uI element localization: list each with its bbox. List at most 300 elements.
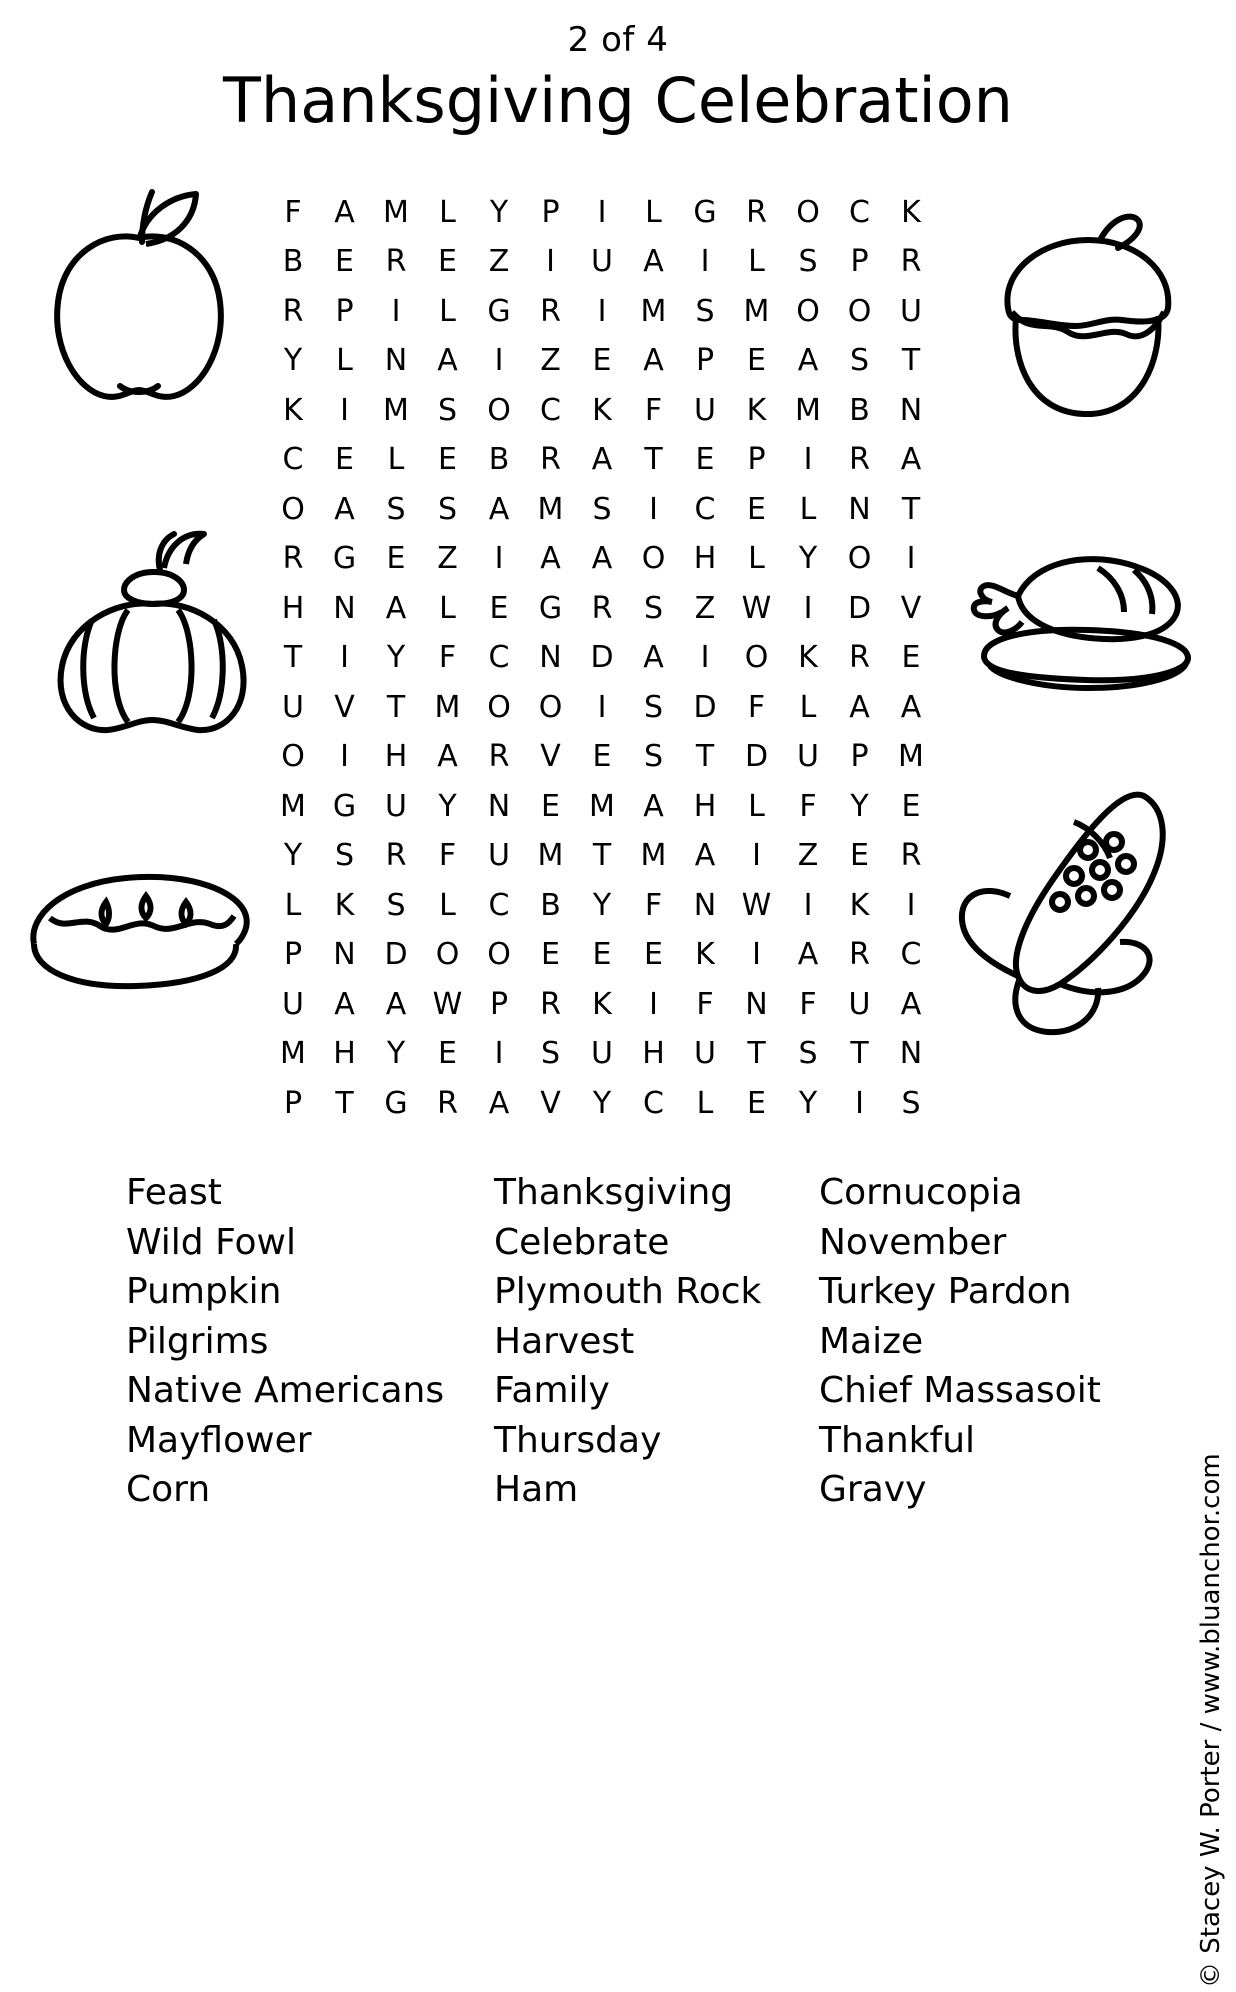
grid-cell: S bbox=[540, 1036, 561, 1072]
grid-cell: R bbox=[540, 293, 561, 329]
grid-cell: A bbox=[437, 739, 458, 775]
grid-row bbox=[272, 535, 932, 585]
grid-cell: U bbox=[385, 788, 407, 824]
grid-cell: T bbox=[901, 491, 921, 527]
grid-cell: I bbox=[546, 244, 555, 280]
grid-cell: M bbox=[383, 392, 409, 428]
grid-cell: I bbox=[649, 491, 658, 527]
grid-cell: T bbox=[747, 1036, 766, 1072]
grid-cell: R bbox=[900, 838, 922, 874]
page-counter: 2 of 4 bbox=[567, 20, 669, 60]
grid-cell: S bbox=[901, 1085, 921, 1121]
copyright-credit bbox=[1196, 1453, 1226, 1992]
grid-cell: A bbox=[591, 541, 613, 577]
grid-cell: U bbox=[488, 838, 510, 874]
grid-cell: L bbox=[439, 293, 456, 329]
grid-cell: U bbox=[797, 739, 819, 775]
word-list-item: Thursday bbox=[494, 1419, 662, 1461]
grid-cell: F bbox=[747, 689, 766, 725]
grid-cell: I bbox=[752, 937, 761, 973]
grid-cell: M bbox=[280, 788, 306, 824]
grid-cell: Z bbox=[797, 838, 819, 874]
grid-cell: G bbox=[332, 788, 357, 824]
grid-cell: N bbox=[693, 887, 717, 923]
word-list-item: Cornucopia bbox=[819, 1172, 1023, 1213]
grid-cell: A bbox=[643, 244, 664, 280]
grid-cell: M bbox=[743, 293, 770, 329]
apple-icon bbox=[34, 178, 244, 408]
grid-cell: A bbox=[385, 590, 407, 626]
grid-cell: S bbox=[334, 838, 355, 874]
grid-cell: C bbox=[282, 442, 304, 478]
grid-cell: P bbox=[541, 194, 560, 230]
grid-cell: R bbox=[488, 739, 510, 775]
grid-cell: E bbox=[541, 788, 560, 824]
grid-cell: P bbox=[283, 1085, 303, 1121]
pumpkin-icon bbox=[28, 520, 278, 740]
grid-cell: B bbox=[540, 887, 561, 923]
grid-cell: C bbox=[540, 392, 561, 428]
grid-cell: W bbox=[741, 887, 772, 923]
grid-cell: U bbox=[900, 293, 922, 329]
grid-cell: Y bbox=[798, 541, 818, 577]
grid-cell: E bbox=[850, 838, 869, 874]
grid-row bbox=[272, 485, 932, 535]
grid-cell: A bbox=[540, 541, 561, 577]
grid-cell: R bbox=[282, 541, 304, 577]
grid-cell: M bbox=[640, 838, 667, 874]
grid-cell: K bbox=[283, 392, 303, 428]
grid-cell: R bbox=[540, 442, 561, 478]
grid-cell: L bbox=[439, 590, 456, 626]
grid-cell: M bbox=[383, 194, 409, 230]
grid-cell: I bbox=[906, 887, 916, 923]
grid-cell: B bbox=[488, 442, 510, 478]
grid-cell: E bbox=[438, 1036, 457, 1072]
grid-row bbox=[272, 386, 932, 436]
grid-cell: P bbox=[695, 343, 715, 379]
grid-cell: R bbox=[900, 244, 922, 280]
corn-cob-icon bbox=[948, 778, 1188, 1048]
word-list-item: Pilgrims bbox=[126, 1320, 269, 1362]
grid-cell: V bbox=[334, 689, 355, 725]
grid-cell: I bbox=[700, 244, 710, 280]
grid-cell: S bbox=[849, 343, 870, 379]
grid-cell: A bbox=[900, 442, 922, 478]
grid-cell: U bbox=[848, 986, 871, 1022]
grid-cell: W bbox=[432, 986, 463, 1022]
grid-cell: Y bbox=[489, 194, 509, 230]
grid-cell: Y bbox=[798, 1085, 818, 1121]
grid-cell: Y bbox=[283, 838, 303, 874]
grid-cell: A bbox=[849, 689, 870, 725]
grid-cell: T bbox=[695, 739, 715, 775]
grid-cell: I bbox=[803, 590, 813, 626]
grid-cell: O bbox=[538, 689, 563, 725]
grid-cell: K bbox=[901, 194, 921, 230]
grid-cell: Y bbox=[386, 1036, 406, 1072]
grid-cell: U bbox=[694, 1036, 716, 1072]
grid-cell: N bbox=[333, 937, 356, 973]
grid-cell: G bbox=[384, 1085, 408, 1121]
grid-cell: A bbox=[900, 986, 922, 1022]
grid-cell: C bbox=[643, 1085, 664, 1121]
grid-cell: B bbox=[282, 244, 304, 280]
grid-cell: K bbox=[798, 640, 818, 676]
word-list-item: Plymouth Rock bbox=[494, 1271, 762, 1312]
grid-cell: I bbox=[700, 640, 710, 676]
grid-cell: I bbox=[803, 887, 813, 923]
grid-cell: T bbox=[283, 640, 303, 676]
word-list-item: Ham bbox=[494, 1469, 579, 1510]
grid-cell: H bbox=[693, 541, 717, 577]
grid-cell: N bbox=[745, 986, 768, 1022]
grid-cell: H bbox=[384, 739, 408, 775]
grid-cell: O bbox=[487, 937, 511, 973]
grid-cell: A bbox=[334, 194, 355, 230]
grid-cell: P bbox=[489, 986, 509, 1022]
grid-cell: M bbox=[537, 838, 564, 874]
grid-cell: I bbox=[340, 739, 349, 775]
grid-row bbox=[272, 980, 932, 1030]
grid-cell: N bbox=[899, 1036, 923, 1072]
grid-cell: S bbox=[798, 244, 818, 280]
grid-cell: I bbox=[340, 392, 349, 428]
grid-cell: C bbox=[488, 887, 510, 923]
grid-cell: I bbox=[803, 442, 813, 478]
grid-cell: G bbox=[487, 293, 511, 329]
grid-cell: V bbox=[540, 1085, 561, 1121]
grid-cell: M bbox=[434, 689, 461, 725]
grid-cell: R bbox=[437, 1085, 458, 1121]
grid-cell: E bbox=[747, 491, 766, 527]
grid-cell: I bbox=[906, 541, 916, 577]
grid-cell: P bbox=[850, 244, 869, 280]
grid-cell: C bbox=[900, 937, 922, 973]
grid-cell: O bbox=[487, 689, 511, 725]
grid-cell: S bbox=[437, 392, 458, 428]
grid-cell: M bbox=[537, 491, 564, 527]
grid-cell: L bbox=[336, 343, 353, 379]
grid-cell: N bbox=[487, 788, 511, 824]
grid-cell: O bbox=[641, 541, 666, 577]
word-list-item: November bbox=[819, 1221, 1007, 1263]
grid-cell: V bbox=[900, 590, 922, 626]
grid-cell: S bbox=[643, 590, 664, 626]
grid-cell: E bbox=[335, 244, 354, 280]
grid-cell: E bbox=[901, 788, 921, 824]
grid-cell: Y bbox=[592, 887, 612, 923]
word-list-item: Mayflower bbox=[126, 1419, 312, 1461]
grid-cell: I bbox=[494, 343, 504, 379]
grid-cell: E bbox=[438, 442, 457, 478]
grid-cell: K bbox=[592, 392, 612, 428]
grid-cell: R bbox=[540, 986, 561, 1022]
grid-cell: H bbox=[642, 1036, 665, 1072]
grid-row bbox=[272, 832, 932, 882]
word-list-item: Chief Massasoit bbox=[819, 1370, 1101, 1411]
grid-cell: S bbox=[386, 887, 406, 923]
grid-cell: T bbox=[335, 1085, 354, 1121]
grid-cell: L bbox=[799, 689, 817, 725]
grid-cell: C bbox=[694, 491, 716, 527]
acorn-icon bbox=[972, 200, 1192, 430]
grid-cell: T bbox=[386, 689, 406, 725]
grid-cell: Y bbox=[386, 640, 406, 676]
grid-cell: E bbox=[335, 442, 354, 478]
word-list-item: Feast bbox=[126, 1172, 222, 1213]
grid-cell: L bbox=[748, 788, 765, 824]
grid-cell: T bbox=[901, 343, 921, 379]
word-list-item: Wild Fowl bbox=[126, 1221, 296, 1263]
grid-cell: G bbox=[538, 590, 563, 626]
word-list-item: Harvest bbox=[494, 1320, 635, 1362]
word-list-item: Gravy bbox=[819, 1469, 927, 1510]
grid-cell: N bbox=[848, 491, 871, 527]
grid-cell: E bbox=[644, 937, 663, 973]
grid-cell: L bbox=[748, 244, 765, 280]
grid-cell: K bbox=[849, 887, 870, 923]
word-list-column bbox=[819, 1168, 1106, 1515]
grid-cell: T bbox=[850, 1036, 869, 1072]
word-list-item: Thanksgiving bbox=[494, 1172, 734, 1213]
grid-row bbox=[272, 733, 932, 783]
grid-cell: V bbox=[540, 739, 561, 775]
grid-cell: R bbox=[385, 838, 407, 874]
grid-cell: E bbox=[592, 343, 612, 379]
grid-row bbox=[272, 1079, 932, 1129]
grid-cell: A bbox=[900, 689, 922, 725]
roast-turkey-icon bbox=[948, 538, 1208, 698]
grid-cell: U bbox=[282, 986, 304, 1022]
grid-row bbox=[272, 287, 932, 337]
grid-cell: F bbox=[438, 640, 457, 676]
grid-cell: E bbox=[541, 937, 560, 973]
grid-cell: H bbox=[693, 788, 717, 824]
grid-cell: M bbox=[280, 1036, 306, 1072]
grid-cell: A bbox=[643, 640, 664, 676]
grid-cell: I bbox=[649, 986, 658, 1022]
grid-cell: E bbox=[592, 739, 612, 775]
grid-cell: R bbox=[591, 590, 613, 626]
grid-cell: M bbox=[589, 788, 615, 824]
grid-cell: I bbox=[494, 1036, 504, 1072]
grid-cell: N bbox=[384, 343, 408, 379]
grid-cell: E bbox=[747, 343, 766, 379]
grid-cell: O bbox=[744, 640, 769, 676]
grid-cell: K bbox=[695, 937, 715, 973]
grid-cell: F bbox=[799, 788, 817, 824]
word-list-item: Family bbox=[494, 1370, 610, 1411]
grid-row bbox=[272, 782, 932, 832]
grid-cell: S bbox=[695, 293, 715, 329]
grid-cell: P bbox=[335, 293, 354, 329]
grid-cell: S bbox=[437, 491, 458, 527]
grid-cell: E bbox=[901, 640, 921, 676]
grid-cell: L bbox=[284, 887, 302, 923]
grid-cell: D bbox=[693, 689, 717, 725]
grid-row bbox=[272, 188, 932, 238]
word-list-item: Turkey Pardon bbox=[819, 1271, 1072, 1312]
grid-cell: S bbox=[592, 491, 612, 527]
grid-cell: F bbox=[644, 887, 663, 923]
grid-cell: Z bbox=[437, 541, 458, 577]
word-list-column bbox=[126, 1168, 494, 1515]
grid-cell: D bbox=[590, 640, 614, 676]
grid-cell: A bbox=[694, 838, 716, 874]
grid-cell: E bbox=[747, 1085, 766, 1121]
grid-cell: K bbox=[334, 887, 355, 923]
grid-cell: A bbox=[643, 343, 664, 379]
grid-row bbox=[272, 881, 932, 931]
grid-row bbox=[272, 584, 932, 634]
grid-cell: Y bbox=[850, 788, 869, 824]
grid-cell: N bbox=[333, 590, 356, 626]
copyright-text: © Stacey W. Porter / www.bluanchor.com bbox=[1196, 1453, 1226, 1988]
grid-cell: E bbox=[695, 442, 715, 478]
grid-cell: M bbox=[640, 293, 667, 329]
grid-cell: T bbox=[592, 838, 612, 874]
grid-row bbox=[272, 337, 932, 387]
word-list-column bbox=[494, 1168, 819, 1515]
grid-cell: E bbox=[438, 244, 457, 280]
grid-cell: O bbox=[281, 739, 305, 775]
grid-cell: C bbox=[849, 194, 870, 230]
grid-cell: C bbox=[488, 640, 510, 676]
grid-cell: P bbox=[747, 442, 766, 478]
grid-cell: A bbox=[334, 491, 355, 527]
grid-cell: A bbox=[488, 491, 510, 527]
grid-row bbox=[272, 931, 932, 981]
grid-cell: U bbox=[591, 1036, 613, 1072]
grid-cell: E bbox=[592, 937, 612, 973]
grid-cell: E bbox=[386, 541, 406, 577]
grid-cell: N bbox=[539, 640, 562, 676]
grid-cell: Y bbox=[438, 788, 457, 824]
grid-cell: S bbox=[798, 1036, 818, 1072]
grid-cell: O bbox=[281, 491, 305, 527]
grid-cell: D bbox=[744, 739, 769, 775]
grid-cell: L bbox=[387, 442, 405, 478]
grid-cell: I bbox=[597, 194, 607, 230]
grid-cell: D bbox=[847, 590, 872, 626]
grid-cell: K bbox=[746, 392, 767, 428]
grid-cell: K bbox=[592, 986, 612, 1022]
grid-cell: L bbox=[645, 194, 662, 230]
word-list-item: Maize bbox=[819, 1320, 924, 1362]
grid-cell: F bbox=[438, 838, 457, 874]
pie-icon bbox=[14, 858, 264, 998]
grid-cell: L bbox=[748, 541, 765, 577]
grid-cell: O bbox=[435, 937, 460, 973]
grid-cell: L bbox=[696, 1085, 714, 1121]
grid-cell: E bbox=[489, 590, 509, 626]
grid-cell: A bbox=[797, 937, 819, 973]
grid-cell: P bbox=[850, 739, 869, 775]
grid-cell: R bbox=[849, 442, 870, 478]
grid-cell: H bbox=[333, 1036, 356, 1072]
grid-cell: G bbox=[332, 541, 357, 577]
grid-cell: Z bbox=[540, 343, 561, 379]
grid-cell: P bbox=[283, 937, 303, 973]
grid-row bbox=[272, 683, 932, 733]
word-search-grid bbox=[272, 188, 932, 1129]
word-list bbox=[126, 1168, 1106, 1515]
grid-cell: U bbox=[591, 244, 613, 280]
grid-cell: I bbox=[752, 838, 761, 874]
grid-cell: Y bbox=[283, 343, 303, 379]
grid-cell: O bbox=[847, 541, 872, 577]
grid-cell: I bbox=[494, 541, 504, 577]
grid-cell: W bbox=[741, 590, 772, 626]
grid-cell: I bbox=[597, 689, 607, 725]
grid-cell: A bbox=[591, 442, 613, 478]
grid-cell: M bbox=[795, 392, 821, 428]
grid-row bbox=[272, 1030, 932, 1080]
grid-cell: D bbox=[384, 937, 408, 973]
grid-cell: A bbox=[797, 343, 819, 379]
grid-cell: A bbox=[385, 986, 407, 1022]
grid-cell: F bbox=[696, 986, 714, 1022]
grid-cell: B bbox=[849, 392, 870, 428]
grid-row bbox=[272, 634, 932, 684]
grid-cell: S bbox=[643, 739, 664, 775]
grid-cell: A bbox=[334, 986, 355, 1022]
grid-cell: T bbox=[644, 442, 663, 478]
grid-cell: R bbox=[385, 244, 407, 280]
grid-cell: R bbox=[282, 293, 304, 329]
grid-cell: A bbox=[643, 788, 664, 824]
grid-cell: Y bbox=[592, 1085, 612, 1121]
grid-cell: O bbox=[796, 194, 820, 230]
grid-cell: I bbox=[340, 640, 349, 676]
grid-cell: R bbox=[849, 640, 870, 676]
grid-cell: R bbox=[746, 194, 767, 230]
grid-cell: Z bbox=[694, 590, 716, 626]
grid-cell: U bbox=[694, 392, 716, 428]
word-list-item: Native Americans bbox=[126, 1370, 445, 1411]
grid-cell: I bbox=[597, 293, 607, 329]
grid-cell: S bbox=[643, 689, 664, 725]
grid-cell: H bbox=[281, 590, 305, 626]
grid-cell: F bbox=[799, 986, 817, 1022]
grid-cell: I bbox=[391, 293, 401, 329]
grid-cell: Z bbox=[488, 244, 510, 280]
grid-cell: N bbox=[899, 392, 923, 428]
grid-cell: L bbox=[439, 194, 456, 230]
grid-row bbox=[272, 436, 932, 486]
grid-row bbox=[272, 238, 932, 288]
grid-cell: O bbox=[487, 392, 511, 428]
grid-cell: A bbox=[437, 343, 458, 379]
grid-cell: F bbox=[284, 194, 302, 230]
grid-cell: O bbox=[847, 293, 872, 329]
grid-cell: S bbox=[386, 491, 406, 527]
word-list-item: Pumpkin bbox=[126, 1271, 282, 1312]
grid-cell: M bbox=[898, 739, 924, 775]
page-title: Thanksgiving Celebration bbox=[223, 64, 1013, 137]
grid-cell: R bbox=[849, 937, 870, 973]
grid-cell: A bbox=[488, 1085, 510, 1121]
grid-cell: L bbox=[799, 491, 817, 527]
word-list-item: Celebrate bbox=[494, 1221, 670, 1263]
grid-cell: I bbox=[855, 1085, 864, 1121]
word-list-item: Corn bbox=[126, 1469, 211, 1510]
grid-cell: G bbox=[693, 194, 717, 230]
word-list-item: Thankful bbox=[819, 1419, 976, 1461]
grid-cell: L bbox=[439, 887, 456, 923]
grid-cell: O bbox=[796, 293, 820, 329]
